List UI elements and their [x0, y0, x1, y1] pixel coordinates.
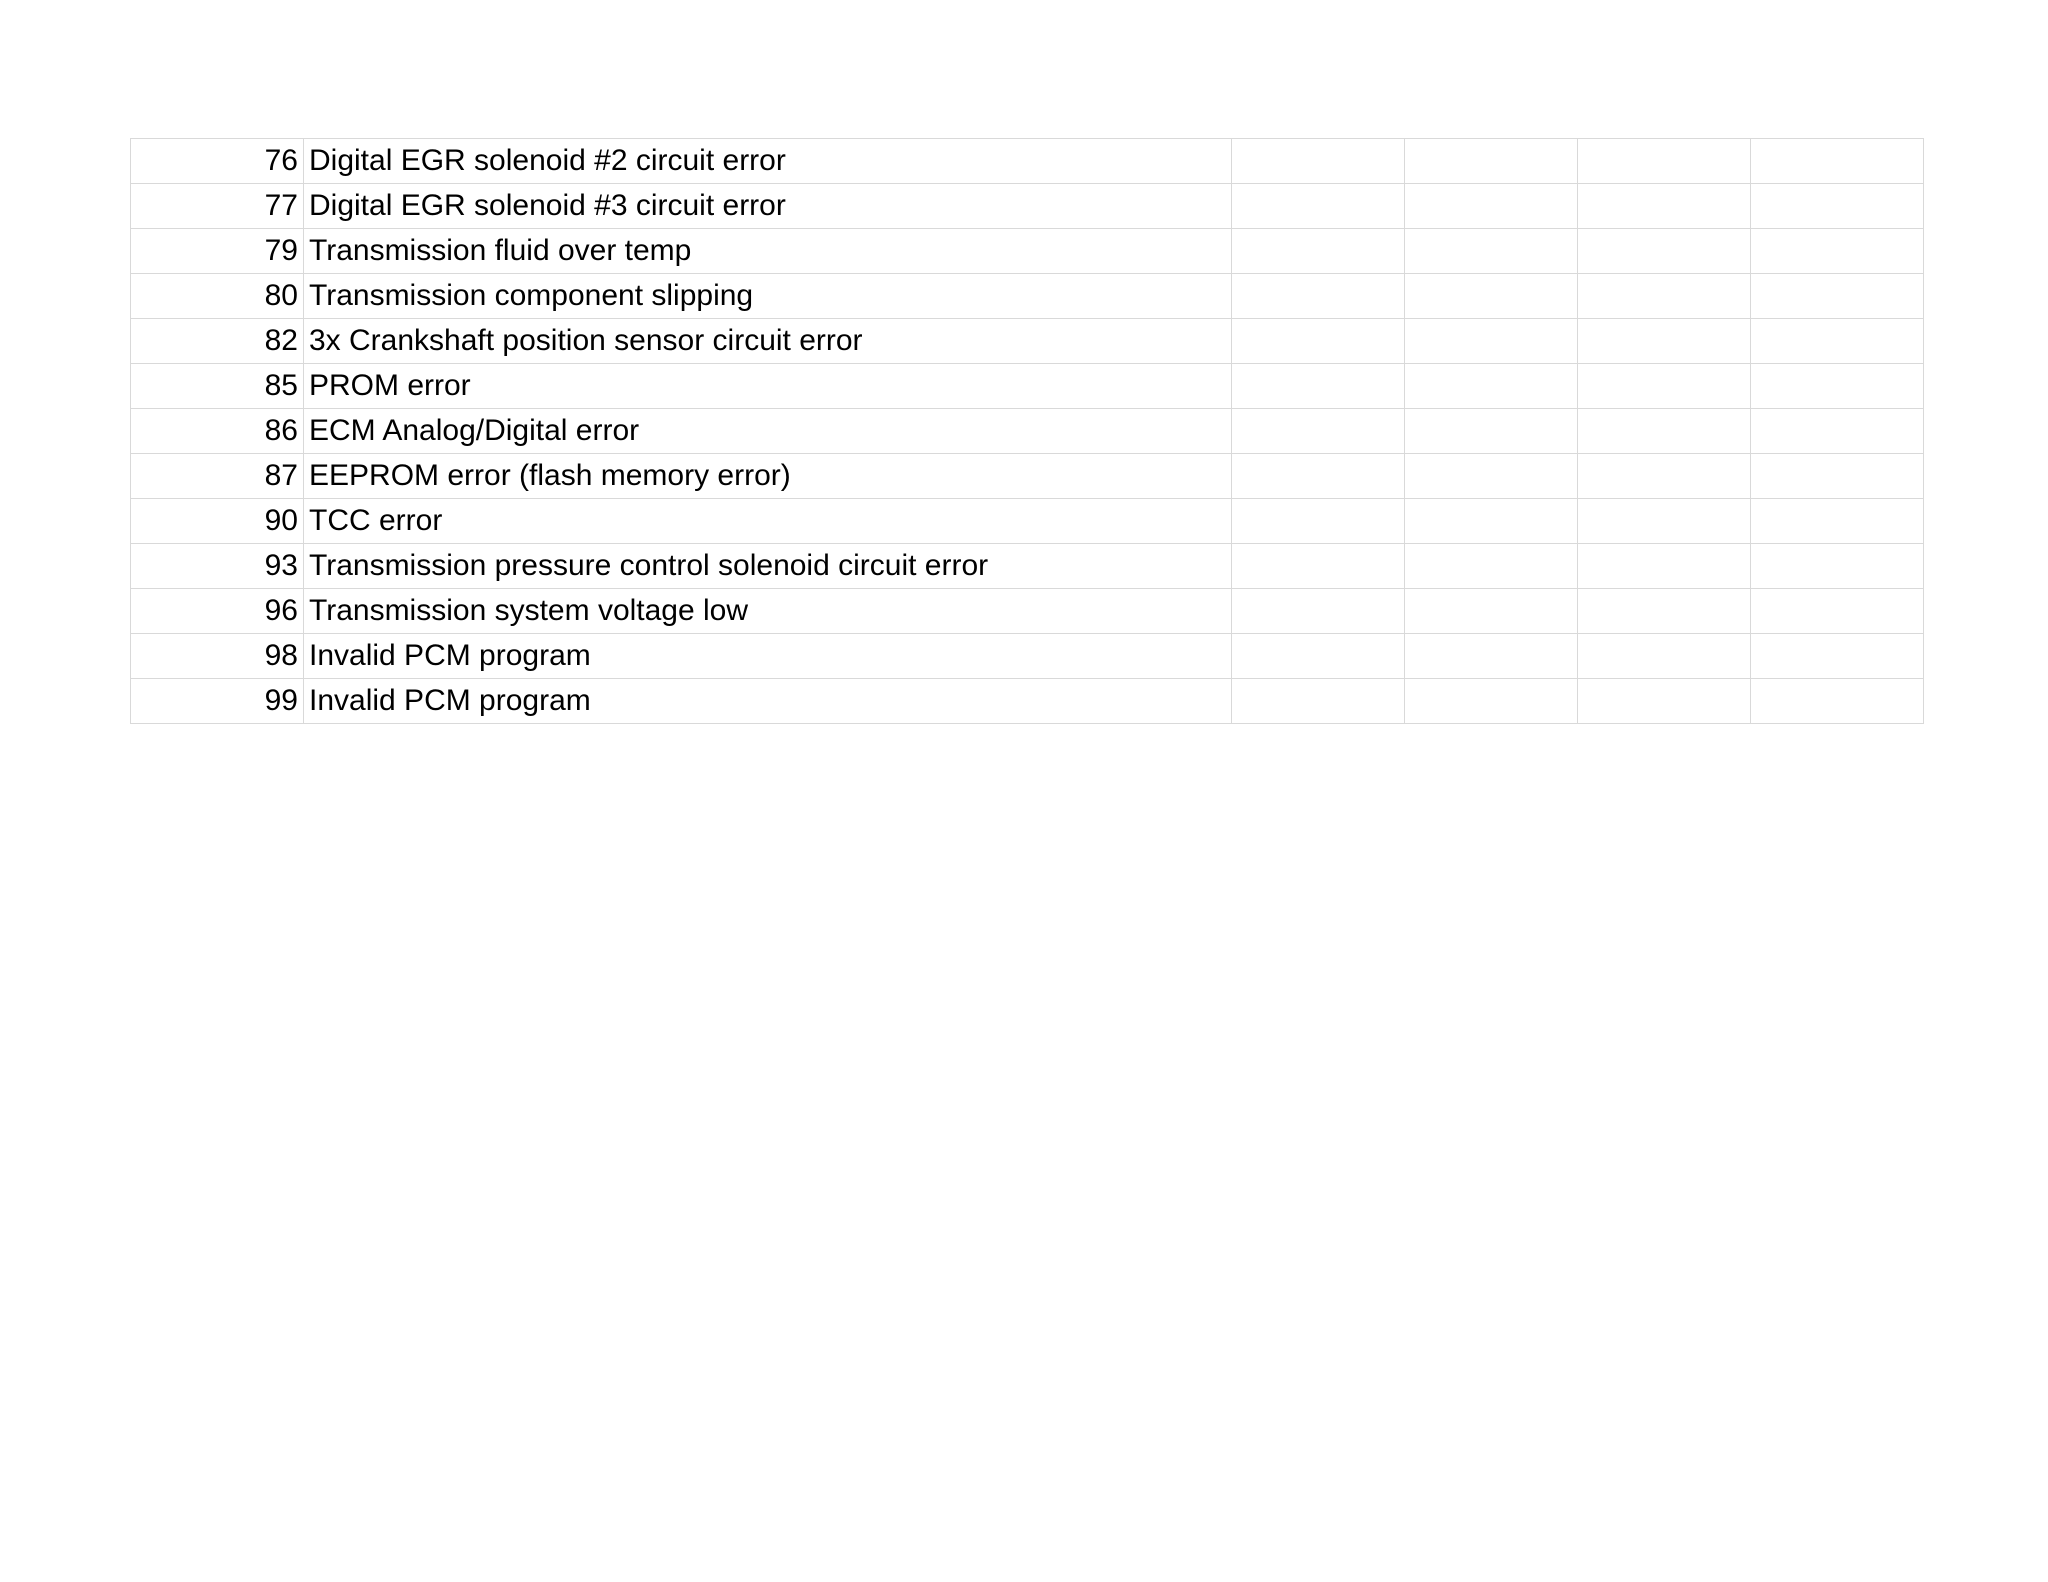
code-cell[interactable]: 87 — [131, 454, 304, 499]
description-cell[interactable]: Digital EGR solenoid #2 circuit error — [304, 139, 1232, 184]
empty-cell[interactable] — [1232, 544, 1405, 589]
empty-cell[interactable] — [1232, 454, 1405, 499]
empty-cell[interactable] — [1751, 679, 1924, 724]
code-cell[interactable]: 76 — [131, 139, 304, 184]
empty-cell[interactable] — [1405, 634, 1578, 679]
empty-cell[interactable] — [1232, 229, 1405, 274]
empty-cell[interactable] — [1578, 679, 1751, 724]
empty-cell[interactable] — [1232, 499, 1405, 544]
description-cell[interactable]: Invalid PCM program — [304, 679, 1232, 724]
empty-cell[interactable] — [1751, 319, 1924, 364]
description-cell[interactable]: EEPROM error (flash memory error) — [304, 454, 1232, 499]
empty-cell[interactable] — [1232, 409, 1405, 454]
description-cell[interactable]: TCC error — [304, 499, 1232, 544]
empty-cell[interactable] — [1405, 544, 1578, 589]
empty-cell[interactable] — [1751, 274, 1924, 319]
empty-cell[interactable] — [1232, 679, 1405, 724]
empty-cell[interactable] — [1751, 544, 1924, 589]
empty-cell[interactable] — [1232, 184, 1405, 229]
empty-cell[interactable] — [1405, 274, 1578, 319]
trouble-code-table — [130, 138, 1924, 724]
empty-cell[interactable] — [1751, 589, 1924, 634]
empty-cell[interactable] — [1405, 499, 1578, 544]
code-cell[interactable]: 98 — [131, 634, 304, 679]
table-row — [131, 274, 1924, 319]
empty-cell[interactable] — [1232, 139, 1405, 184]
table-row — [131, 364, 1924, 409]
empty-cell[interactable] — [1405, 409, 1578, 454]
empty-cell[interactable] — [1232, 634, 1405, 679]
empty-cell[interactable] — [1232, 319, 1405, 364]
empty-cell[interactable] — [1578, 319, 1751, 364]
description-cell[interactable]: 3x Crankshaft position sensor circuit error — [304, 319, 1232, 364]
empty-cell[interactable] — [1578, 364, 1751, 409]
empty-cell[interactable] — [1751, 184, 1924, 229]
empty-cell[interactable] — [1751, 139, 1924, 184]
empty-cell[interactable] — [1751, 454, 1924, 499]
description-cell[interactable]: PROM error — [304, 364, 1232, 409]
empty-cell[interactable] — [1578, 409, 1751, 454]
empty-cell[interactable] — [1405, 454, 1578, 499]
empty-cell[interactable] — [1405, 589, 1578, 634]
code-cell[interactable]: 77 — [131, 184, 304, 229]
description-cell[interactable]: Transmission fluid over temp — [304, 229, 1232, 274]
empty-cell[interactable] — [1751, 499, 1924, 544]
empty-cell[interactable] — [1578, 229, 1751, 274]
code-cell[interactable]: 80 — [131, 274, 304, 319]
empty-cell[interactable] — [1751, 634, 1924, 679]
empty-cell[interactable] — [1232, 589, 1405, 634]
description-cell[interactable]: Transmission component slipping — [304, 274, 1232, 319]
table-row — [131, 589, 1924, 634]
code-cell[interactable]: 96 — [131, 589, 304, 634]
description-cell[interactable]: Digital EGR solenoid #3 circuit error — [304, 184, 1232, 229]
description-cell[interactable]: Invalid PCM program — [304, 634, 1232, 679]
table-row — [131, 184, 1924, 229]
table-row — [131, 499, 1924, 544]
empty-cell[interactable] — [1578, 544, 1751, 589]
code-cell[interactable]: 90 — [131, 499, 304, 544]
description-cell[interactable]: ECM Analog/Digital error — [304, 409, 1232, 454]
table-row — [131, 319, 1924, 364]
empty-cell[interactable] — [1405, 319, 1578, 364]
code-cell[interactable]: 86 — [131, 409, 304, 454]
table-row — [131, 139, 1924, 184]
table-row — [131, 229, 1924, 274]
code-cell[interactable]: 79 — [131, 229, 304, 274]
table-row — [131, 634, 1924, 679]
code-cell[interactable]: 82 — [131, 319, 304, 364]
description-cell[interactable]: Transmission system voltage low — [304, 589, 1232, 634]
empty-cell[interactable] — [1751, 229, 1924, 274]
empty-cell[interactable] — [1405, 184, 1578, 229]
table-row — [131, 679, 1924, 724]
empty-cell[interactable] — [1578, 499, 1751, 544]
empty-cell[interactable] — [1405, 679, 1578, 724]
empty-cell[interactable] — [1405, 364, 1578, 409]
empty-cell[interactable] — [1578, 454, 1751, 499]
empty-cell[interactable] — [1751, 409, 1924, 454]
empty-cell[interactable] — [1405, 229, 1578, 274]
empty-cell[interactable] — [1751, 364, 1924, 409]
empty-cell[interactable] — [1232, 364, 1405, 409]
empty-cell[interactable] — [1232, 274, 1405, 319]
empty-cell[interactable] — [1578, 634, 1751, 679]
empty-cell[interactable] — [1405, 139, 1578, 184]
table-body — [131, 139, 1924, 724]
empty-cell[interactable] — [1578, 274, 1751, 319]
empty-cell[interactable] — [1578, 184, 1751, 229]
empty-cell[interactable] — [1578, 139, 1751, 184]
table-row — [131, 454, 1924, 499]
table-row — [131, 544, 1924, 589]
code-cell[interactable]: 85 — [131, 364, 304, 409]
empty-cell[interactable] — [1578, 589, 1751, 634]
description-cell[interactable]: Transmission pressure control solenoid circuit error — [304, 544, 1232, 589]
code-cell[interactable]: 99 — [131, 679, 304, 724]
code-cell[interactable]: 93 — [131, 544, 304, 589]
table-row — [131, 409, 1924, 454]
